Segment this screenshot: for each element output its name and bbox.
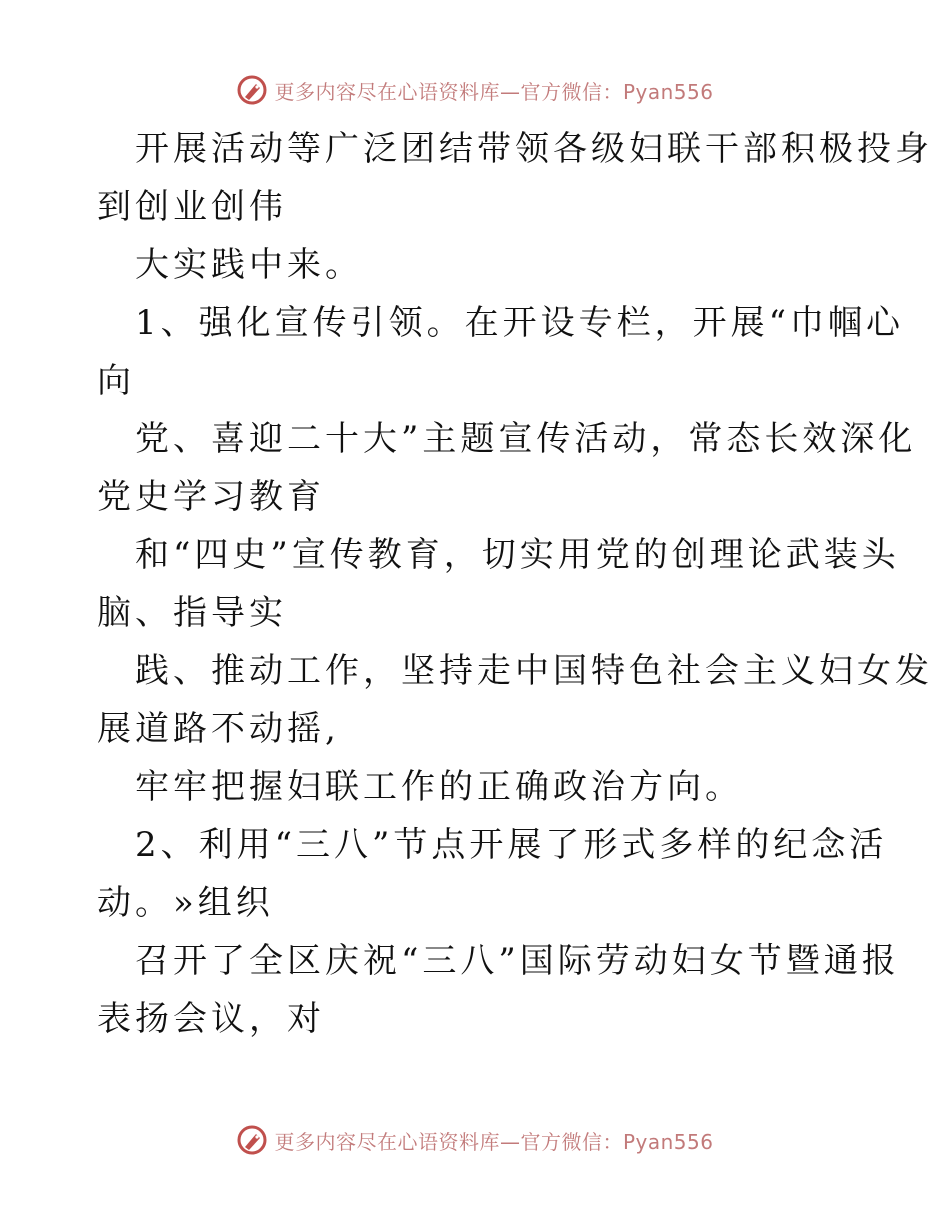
text-line: 牢牢把握妇联工作的正确政治方向。 <box>135 767 743 807</box>
text-line: 向 <box>97 361 135 401</box>
text-line: 2、利用“三八”节点开展了形式多样的纪念活 <box>135 825 888 865</box>
text-line: 动。»组织 <box>97 883 274 923</box>
text-line: 大实践中来。 <box>135 245 363 285</box>
text-line: 1、强化宣传引领。在开设专栏，开展“巾帼心 <box>135 303 905 343</box>
text-line: 践、推动工作，坚持走中国特色社会主义妇女发 <box>135 651 933 691</box>
text-line: 党、喜迎二十大”主题宣传活动，常态长效深化 <box>135 419 917 459</box>
document-body <box>97 120 933 1048</box>
header-banner <box>0 70 950 110</box>
pen-nib-logo-icon <box>236 1124 268 1156</box>
text-line: 和“四史”宣传教育，切实用党的创理论武装头 <box>135 535 900 575</box>
header-banner-text: 更多内容尽在心语资料库—官方微信：Pyan556 <box>274 79 714 104</box>
text-line: 表扬会议，对 <box>97 999 325 1039</box>
text-line: 展道路不动摇, <box>97 709 340 749</box>
footer-banner <box>0 1120 950 1160</box>
text-line: 党史学习教育 <box>97 477 325 517</box>
text-line: 到创业创伟 <box>97 187 287 227</box>
text-line: 召开了全区庆祝“三八”国际劳动妇女节暨通报 <box>135 941 900 981</box>
footer-banner-text: 更多内容尽在心语资料库—官方微信：Pyan556 <box>274 1129 714 1154</box>
pen-nib-logo-icon <box>236 74 268 106</box>
text-line: 开展活动等广泛团结带领各级妇联干部积极投身 <box>135 129 933 169</box>
text-line: 脑、指导实 <box>97 593 287 633</box>
